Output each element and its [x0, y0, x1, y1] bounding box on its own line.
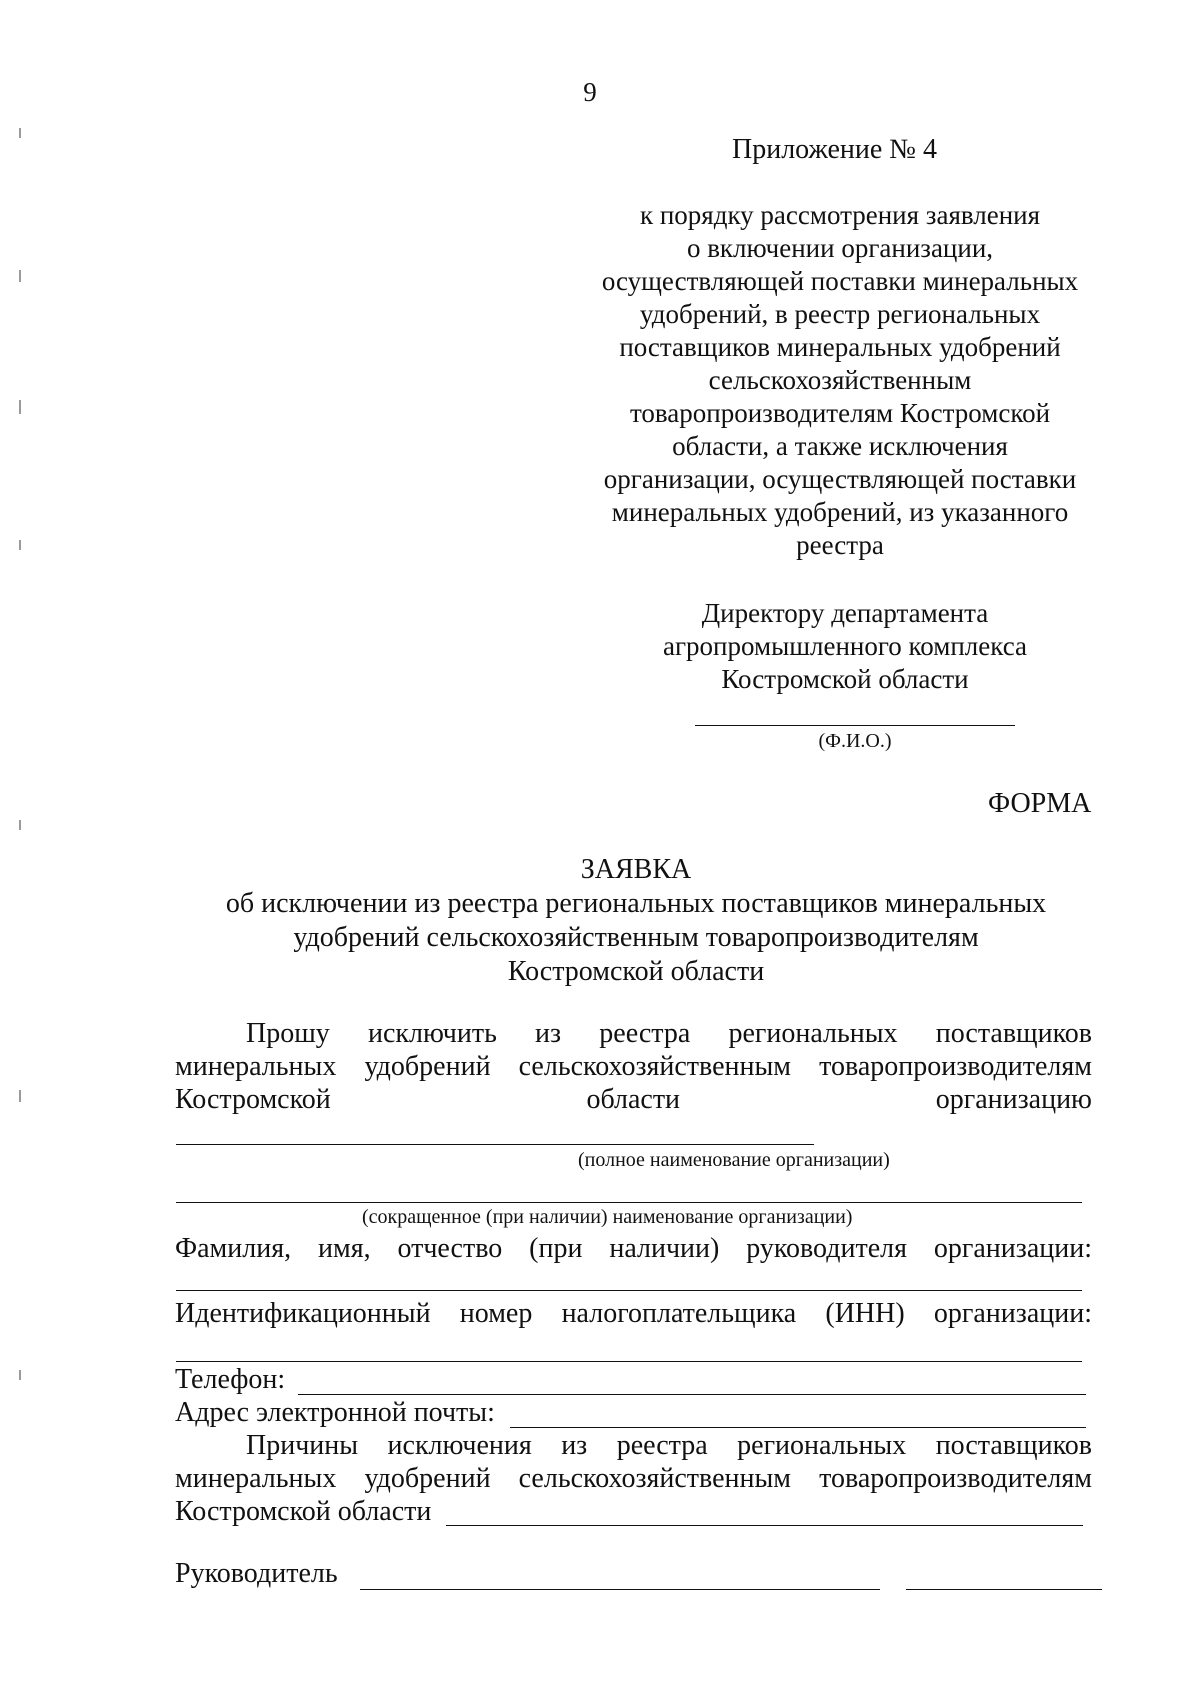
scan-mark: [19, 400, 21, 414]
word: налогоплательщика: [561, 1298, 797, 1329]
appendix-line: организации, осуществляющей поставки: [603, 464, 1077, 494]
appendix-line: удобрений, в реестр региональных: [639, 299, 1041, 329]
short-name-blank: [176, 1202, 1082, 1203]
word: исключить: [367, 1018, 497, 1049]
word: товаропроизводителям: [819, 1463, 1092, 1494]
addressee: [620, 597, 1070, 696]
fio-blank-line: [695, 725, 1015, 726]
word: Фамилия,: [175, 1233, 292, 1264]
appendix-line: осуществляющей поставки минеральных: [601, 266, 1079, 296]
title-main: ЗАЯВКА: [580, 854, 692, 885]
word: минеральных: [175, 1051, 337, 1082]
request-line-3: [175, 1083, 1092, 1116]
reasons-line-1: [246, 1429, 1092, 1462]
word: поставщиков: [935, 1430, 1092, 1461]
word: сельскохозяйственным: [518, 1463, 792, 1494]
appendix-line: к порядку рассмотрения заявления: [639, 200, 1041, 230]
head-name-label: [175, 1232, 1092, 1265]
word: наличии): [609, 1233, 720, 1264]
inn-blank: [176, 1361, 1082, 1362]
reasons-blank: [446, 1525, 1083, 1526]
word: сельскохозяйственным: [518, 1051, 792, 1082]
word: номер: [459, 1298, 533, 1329]
appendix-line: о включении организации,: [686, 233, 994, 263]
application-title: [150, 853, 1122, 989]
title-line: Костромской области: [507, 956, 765, 987]
word: минеральных: [175, 1463, 337, 1494]
word: Костромской: [175, 1084, 331, 1115]
word: удобрений: [364, 1463, 491, 1494]
form-label: ФОРМА: [988, 788, 1092, 819]
email-blank: [510, 1427, 1086, 1428]
addressee-line: Костромской области: [721, 664, 969, 694]
word: региональных: [728, 1018, 898, 1049]
reasons-line-3: Костромской области: [175, 1496, 432, 1527]
scan-mark: [19, 128, 21, 138]
appendix-line: области, а также исключения: [672, 431, 1008, 461]
appendix-line: сельскохозяйственным: [708, 365, 972, 395]
appendix-line: минеральных удобрений, из указанного: [611, 497, 1069, 527]
title-line: об исключении из реестра региональных поставщиков минеральных: [225, 888, 1047, 919]
word: реестра: [616, 1430, 708, 1461]
request-line-2: [175, 1050, 1092, 1083]
word: реестра: [599, 1018, 691, 1049]
fio-caption: (Ф.И.О.): [818, 730, 892, 752]
word: поставщиков: [935, 1018, 1092, 1049]
signature-blank: [360, 1589, 880, 1590]
word: из: [535, 1018, 562, 1049]
word: организации:: [933, 1298, 1092, 1329]
word: области: [586, 1084, 681, 1115]
word: товаропроизводителям: [819, 1051, 1092, 1082]
full-name-blank: [176, 1144, 814, 1145]
word: Идентификационный: [175, 1298, 431, 1329]
word: (ИНН): [825, 1298, 905, 1329]
short-name-caption: (сокращенное (при наличии) наименование организации): [362, 1206, 853, 1228]
email-label: Адрес электронной почты:: [175, 1397, 495, 1428]
addressee-line: Директору департамента: [701, 598, 989, 628]
word: Причины: [246, 1430, 359, 1461]
addressee-line: агропромышленного комплекса: [663, 631, 1027, 661]
word: отчество: [397, 1233, 503, 1264]
word: региональных: [737, 1430, 907, 1461]
inn-label: [175, 1297, 1092, 1330]
scan-mark: [19, 270, 21, 282]
scan-mark: [19, 820, 21, 830]
signature-label: Руководитель: [175, 1558, 338, 1589]
phone-label: Телефон:: [175, 1364, 286, 1395]
word: из: [561, 1430, 588, 1461]
word: имя,: [317, 1233, 371, 1264]
appendix-line: товаропроизводителям Костромской: [629, 398, 1051, 428]
appendix-description: [560, 199, 1120, 562]
appendix-line: реестра: [796, 530, 884, 560]
word: (при: [529, 1233, 583, 1264]
scan-mark: [19, 1370, 21, 1380]
page-number: 9: [583, 77, 597, 107]
word: удобрений: [364, 1051, 491, 1082]
request-line-1: [246, 1017, 1092, 1050]
appendix-line: поставщиков минеральных удобрений: [619, 332, 1061, 362]
phone-blank: [298, 1394, 1086, 1395]
title-line: удобрений сельскохозяйственным товаропроизводителям: [293, 922, 979, 953]
head-name-blank: [176, 1290, 1082, 1291]
word: Прошу: [246, 1018, 330, 1049]
scan-mark: [19, 1090, 21, 1102]
word: организации:: [933, 1233, 1092, 1264]
word: руководителя: [746, 1233, 907, 1264]
word: исключения: [387, 1430, 532, 1461]
reasons-line-2: [175, 1462, 1092, 1495]
signature-name-blank: [906, 1589, 1102, 1590]
scan-mark: [19, 540, 21, 550]
word: организацию: [935, 1084, 1092, 1115]
appendix-title: Приложение № 4: [732, 134, 937, 165]
full-name-caption: (полное наименование организации): [578, 1149, 890, 1171]
